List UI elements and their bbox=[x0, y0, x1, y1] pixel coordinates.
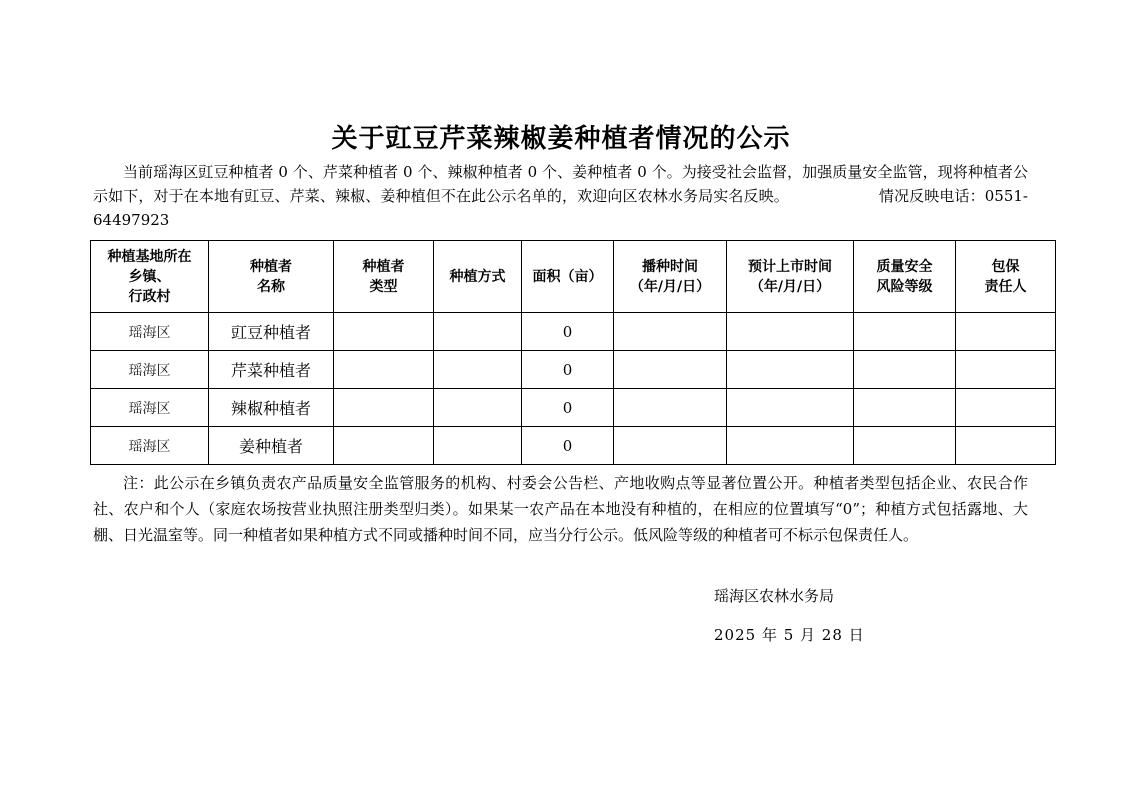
table-row bbox=[91, 313, 1056, 351]
cell-location: 瑶海区 bbox=[91, 427, 209, 465]
cell-location: 瑶海区 bbox=[91, 389, 209, 427]
cell-risk-level bbox=[854, 351, 956, 389]
header-responsible-person: 包保 责任人 bbox=[956, 241, 1056, 313]
table-header-row bbox=[91, 241, 1056, 313]
cell-location: 瑶海区 bbox=[91, 313, 209, 351]
cell-location: 瑶海区 bbox=[91, 351, 209, 389]
issue-date: 2025 年 5 月 28 日 bbox=[714, 626, 865, 644]
cell-sowing-time bbox=[614, 427, 727, 465]
cell-planter-type bbox=[334, 427, 434, 465]
cell-market-time bbox=[727, 389, 854, 427]
cell-market-time bbox=[727, 427, 854, 465]
planter-table bbox=[90, 240, 1056, 465]
cell-planting-method bbox=[434, 313, 522, 351]
header-planter-type: 种植者 类型 bbox=[334, 241, 434, 313]
cell-risk-level bbox=[854, 313, 956, 351]
intro-paragraph bbox=[93, 160, 1028, 232]
cell-area: 0 bbox=[522, 351, 614, 389]
cell-planter-name: 芹菜种植者 bbox=[209, 351, 334, 389]
cell-area: 0 bbox=[522, 389, 614, 427]
issuing-organization: 瑶海区农林水务局 bbox=[714, 587, 835, 605]
cell-sowing-time bbox=[614, 351, 727, 389]
cell-planter-name: 姜种植者 bbox=[209, 427, 334, 465]
header-area: 面积（亩） bbox=[522, 241, 614, 313]
table-row bbox=[91, 389, 1056, 427]
cell-responsible-person bbox=[956, 389, 1056, 427]
cell-planter-type bbox=[334, 389, 434, 427]
header-planting-method: 种植方式 bbox=[434, 241, 522, 313]
cell-risk-level bbox=[854, 427, 956, 465]
header-planter-name: 种植者 名称 bbox=[209, 241, 334, 313]
cell-risk-level bbox=[854, 389, 956, 427]
cell-sowing-time bbox=[614, 389, 727, 427]
cell-market-time bbox=[727, 351, 854, 389]
page-title: 关于豇豆芹菜辣椒姜种植者情况的公示 bbox=[331, 124, 791, 154]
header-location: 种植基地所在 乡镇、 行政村 bbox=[91, 241, 209, 313]
cell-planter-name: 豇豆种植者 bbox=[209, 313, 334, 351]
cell-area: 0 bbox=[522, 427, 614, 465]
table-row bbox=[91, 351, 1056, 389]
phone-line: 情况反映电话：0551-64497923 bbox=[93, 187, 1028, 229]
cell-market-time bbox=[727, 313, 854, 351]
table-row bbox=[91, 427, 1056, 465]
header-sowing-time: 播种时间 （年/月/日） bbox=[614, 241, 727, 313]
note-text: 注：此公示在乡镇负责农产品质量安全监管服务的机构、村委会公告栏、产地收购点等显著位置公开。种植者类型包括企业、农民合作社、农户和个人（家庭农场按营业执照注册类型归类）。如果某一农产品在本地没有种植的，在相应的位置填写“0”；种植方式包括露地、大棚、日光温室等。同一种植者如果种植方式不同或播种时间不同，应当分行公示。低风险等级的种植者可不标示包保责任人。 bbox=[93, 474, 1028, 544]
header-market-time: 预计上市时间 （年/月/日） bbox=[727, 241, 854, 313]
header-risk-level: 质量安全 风险等级 bbox=[854, 241, 956, 313]
cell-responsible-person bbox=[956, 351, 1056, 389]
cell-planting-method bbox=[434, 427, 522, 465]
cell-planting-method bbox=[434, 389, 522, 427]
intro-text: 当前瑶海区豇豆种植者 0 个、芹菜种植者 0 个、辣椒种植者 0 个、姜种植者 0 个。为接受社会监督，加强质量安全监管，现将种植者公示如下，对于在本地有豇豆、芹菜、辣椒、姜种植但不在此公示名单的，欢迎向区农林水务局实名反映。 bbox=[93, 163, 1028, 205]
note-paragraph bbox=[93, 470, 1028, 548]
cell-planting-method bbox=[434, 351, 522, 389]
cell-responsible-person bbox=[956, 313, 1056, 351]
cell-sowing-time bbox=[614, 313, 727, 351]
cell-responsible-person bbox=[956, 427, 1056, 465]
cell-planter-type bbox=[334, 351, 434, 389]
cell-planter-name: 辣椒种植者 bbox=[209, 389, 334, 427]
cell-planter-type bbox=[334, 313, 434, 351]
cell-area: 0 bbox=[522, 313, 614, 351]
